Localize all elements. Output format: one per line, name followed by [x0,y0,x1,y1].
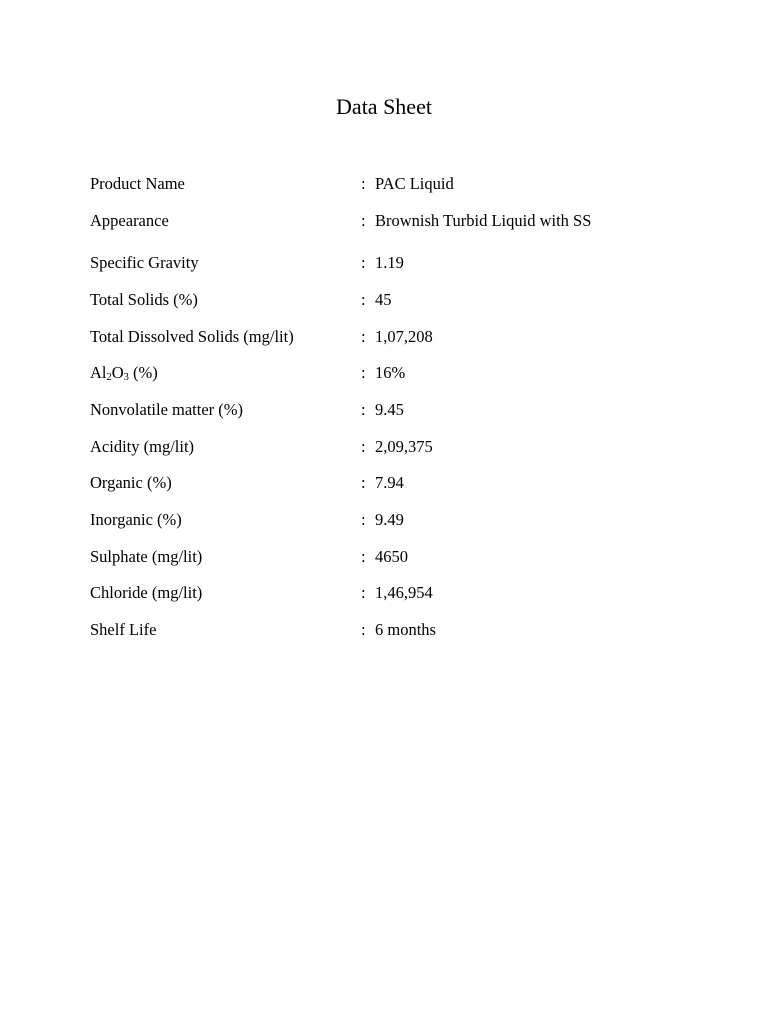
spec-row-sulphate [90,545,710,582]
spec-row-inorganic [90,508,710,545]
spec-value: 16% [375,363,406,383]
spec-row-alumina [90,361,710,398]
spec-separator: : [361,436,366,456]
spec-label: Sulphate (mg/lit) [90,546,203,566]
spec-value: 1,07,208 [375,326,433,346]
spec-separator: : [361,510,366,529]
spec-separator: : [361,546,366,566]
spec-separator: : [361,289,366,309]
spec-label: Shelf Life [90,620,157,640]
spec-row-product-name [90,172,710,209]
formula-part: Al [90,363,107,383]
spec-separator: : [361,210,366,230]
spec-row-chloride [90,581,710,618]
spec-value: 9.49 [375,510,404,529]
spec-label-alumina [90,361,158,385]
spec-value: 6 months [375,620,436,640]
formula-part: (%) [128,363,158,383]
spec-row-total-solids [90,288,710,325]
spec-value: Brownish Turbid Liquid with SS [375,210,592,230]
spec-separator: : [361,174,366,193]
spec-label: Chloride (mg/lit) [90,583,203,603]
spec-separator: : [361,620,366,640]
spec-value: 1,46,954 [375,583,433,603]
spec-row-organic [90,471,710,508]
spec-label: Product Name [90,174,185,193]
spec-value: 2,09,375 [375,436,433,456]
spec-separator: : [361,583,366,603]
spec-value: 1.19 [375,253,404,273]
spec-value: 4650 [375,546,408,566]
spec-label: Appearance [90,210,169,230]
spec-row-total-dissolved-solids [90,325,710,362]
spec-label: Acidity (mg/lit) [90,436,195,456]
spec-label: Specific Gravity [90,253,199,273]
spec-table [90,172,710,655]
spec-separator: : [361,253,366,273]
spec-row-acidity [90,435,710,472]
spec-separator: : [361,399,366,419]
formula-subscript: 2 [106,372,112,384]
formula-subscript: 3 [123,372,129,384]
spec-value: PAC Liquid [375,174,454,193]
spec-value: 9.45 [375,399,404,419]
spec-separator: : [361,326,366,346]
spec-value: 7.94 [375,473,404,493]
spec-label: Total Solids (%) [90,289,198,309]
page-title: Data Sheet [336,94,432,119]
spec-separator: : [361,363,366,383]
spec-row-specific-gravity [90,251,710,288]
spec-label: Inorganic (%) [90,510,182,529]
spec-separator: : [361,473,366,493]
spec-row-shelf-life [90,618,710,655]
spec-label: Nonvolatile matter (%) [90,399,244,419]
spec-row-appearance [90,209,710,252]
spec-row-nonvolatile-matter [90,398,710,435]
spec-label: Organic (%) [90,473,172,493]
formula-part: O [111,363,124,383]
spec-label: Total Dissolved Solids (mg/lit) [90,326,294,346]
spec-value: 45 [375,289,392,309]
